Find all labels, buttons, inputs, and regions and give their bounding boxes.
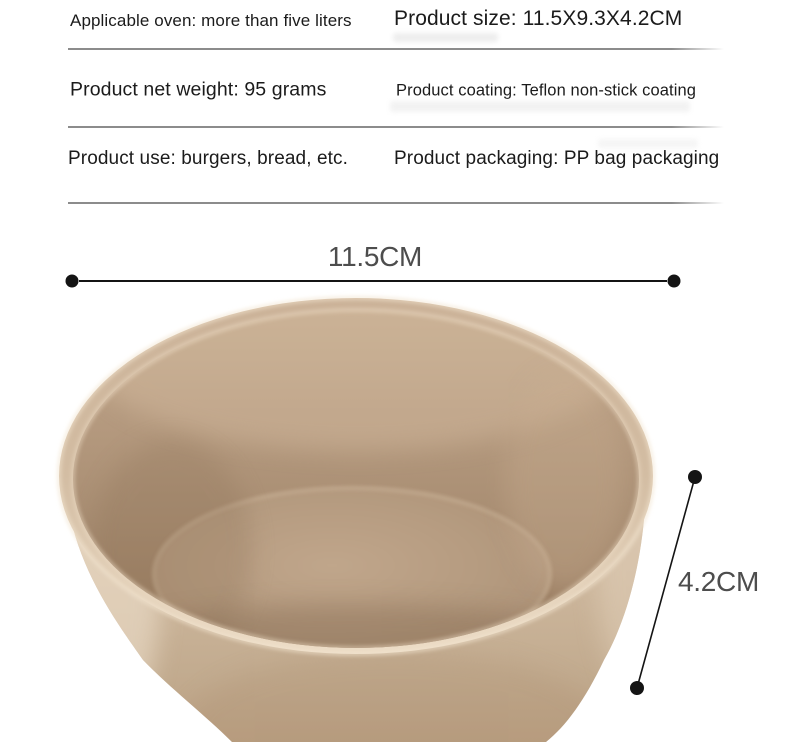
dimension-dot bbox=[688, 470, 702, 484]
spec-applicable-oven: Applicable oven: more than five liters bbox=[70, 11, 352, 30]
spec-coating: Product coating: Teflon non-stick coating bbox=[396, 81, 697, 100]
width-dimension-label: 11.5CM bbox=[327, 241, 423, 272]
dimension-dot bbox=[630, 681, 644, 695]
dimension-dot bbox=[66, 275, 79, 288]
spec-packaging: Product packaging: PP bag packaging bbox=[394, 148, 720, 169]
spec-product-size: Product size: 11.5X9.3X4.2CM bbox=[394, 7, 683, 30]
width-dimension-line bbox=[66, 275, 681, 288]
spec-net-weight: Product net weight: 95 grams bbox=[70, 78, 327, 101]
spec-product-use: Product use: burgers, bread, etc. bbox=[68, 148, 349, 169]
depth-dimension-label: 4.2CM bbox=[678, 566, 759, 597]
dimension-dot bbox=[668, 275, 681, 288]
